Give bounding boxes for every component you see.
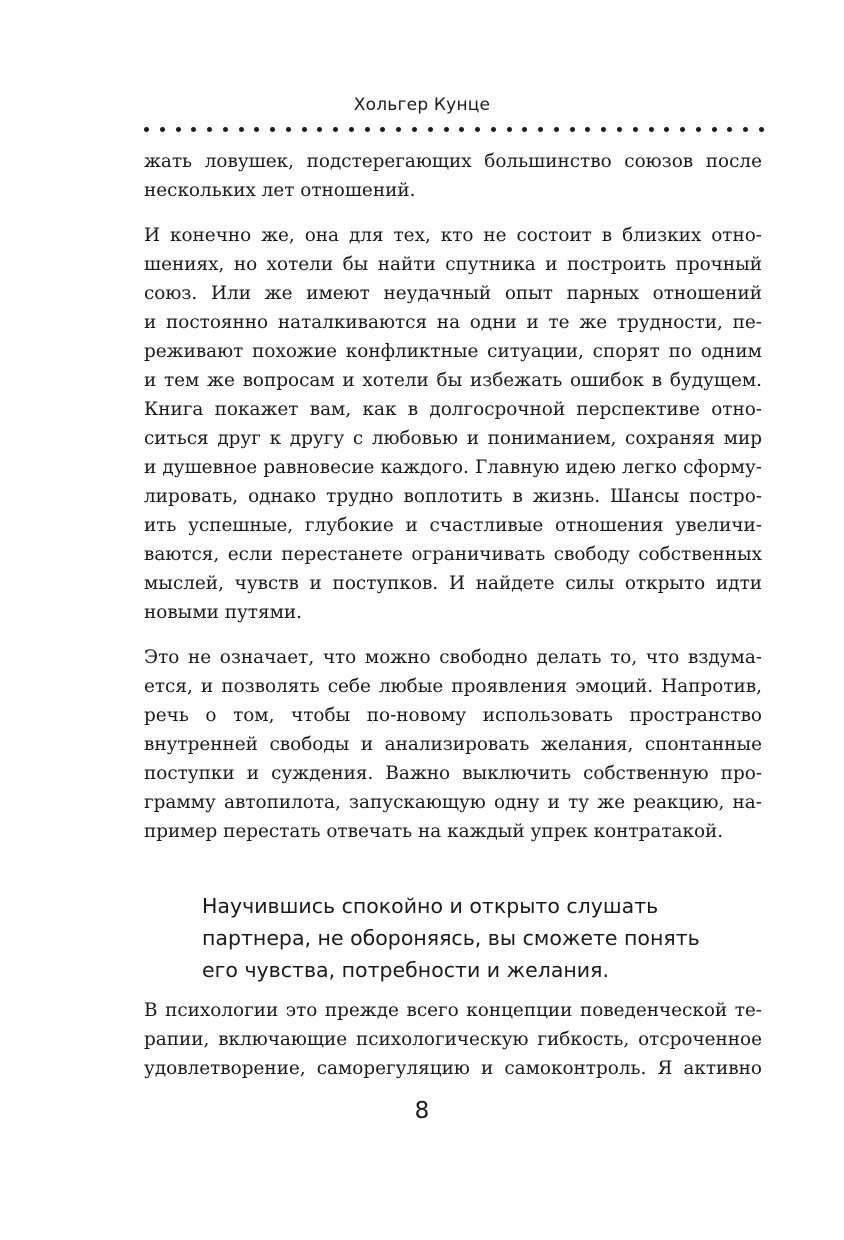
rule-dot bbox=[633, 127, 638, 132]
rule-dot bbox=[696, 127, 701, 132]
rule-dot bbox=[254, 127, 259, 132]
rule-dot bbox=[380, 127, 385, 132]
text-line: и душевное равновесие каждого. Главную идею легко сформу- bbox=[144, 457, 762, 478]
quote-line: партнера, не обороняясь, вы сможете понять bbox=[202, 926, 700, 950]
rule-dot bbox=[491, 127, 496, 132]
quote-line: его чувства, потребности и желания. bbox=[202, 958, 609, 982]
rule-dot bbox=[333, 127, 338, 132]
text-line: В психологии это прежде всего концепции поведенческой те- bbox=[144, 1000, 762, 1021]
rule-dot bbox=[554, 127, 559, 132]
closing-paragraph bbox=[144, 996, 762, 1083]
text-line: жать ловушек, подстерегающих большинство союзов после bbox=[144, 151, 762, 172]
rule-dot bbox=[585, 127, 590, 132]
rule-dot bbox=[191, 127, 196, 132]
rule-dot bbox=[365, 127, 370, 132]
text-line: ить успешные, глубокие и счастливые отношения увеличи- bbox=[144, 515, 762, 536]
rule-dot bbox=[475, 127, 480, 132]
rule-dot bbox=[412, 127, 417, 132]
rule-dot bbox=[570, 127, 575, 132]
text-line: союз. Или же имеют неудачный опыт парных отношений bbox=[144, 283, 762, 304]
rule-dot bbox=[144, 127, 149, 132]
rule-dot bbox=[428, 127, 433, 132]
text-line: и тем же вопросам и хотели бы избежать ошибок в будущем. bbox=[144, 370, 762, 391]
rule-dot bbox=[396, 127, 401, 132]
rule-dot bbox=[176, 127, 181, 132]
rule-dot bbox=[160, 127, 165, 132]
rule-dot bbox=[286, 127, 291, 132]
text-line: нескольких лет отношений. bbox=[144, 180, 416, 201]
rule-dot bbox=[712, 127, 717, 132]
rule-dot bbox=[507, 127, 512, 132]
text-line: ваются, если перестанете ограничивать свободу собственных bbox=[144, 544, 762, 565]
text-line: удовлетворение, саморегуляцию и самоконтроль. Я активно bbox=[144, 1058, 762, 1079]
dotted-rule bbox=[144, 124, 764, 134]
text-line: Это не означает, что можно свободно делать то, что вздума- bbox=[144, 647, 762, 668]
rule-dot bbox=[522, 127, 527, 132]
rule-dot bbox=[727, 127, 732, 132]
rule-dot bbox=[270, 127, 275, 132]
rule-dot bbox=[223, 127, 228, 132]
text-line: шениях, но хотели бы найти спутника и построить прочный bbox=[144, 254, 762, 275]
body-text bbox=[144, 147, 762, 846]
text-line: мыслей, чувств и поступков. И найдете силы открыто идти bbox=[144, 573, 762, 594]
rule-dot bbox=[444, 127, 449, 132]
text-line: грамму автопилота, запускающую одну и ту же реакцию, на- bbox=[144, 792, 762, 813]
rule-dot bbox=[538, 127, 543, 132]
page-number: 8 bbox=[414, 1098, 430, 1124]
text-line: и постоянно наталкиваются на одни и те же трудности, пе- bbox=[144, 312, 762, 333]
rule-dot bbox=[302, 127, 307, 132]
rule-dot bbox=[459, 127, 464, 132]
rule-dot bbox=[239, 127, 244, 132]
rule-dot bbox=[349, 127, 354, 132]
rule-dot bbox=[759, 127, 764, 132]
rule-dot bbox=[617, 127, 622, 132]
rule-dot bbox=[664, 127, 669, 132]
text-line: речь о том, чтобы по-новому использовать пространство bbox=[144, 705, 762, 726]
rule-dot bbox=[649, 127, 654, 132]
rule-dot bbox=[601, 127, 606, 132]
text-line: рапии, включающие психологическую гибкость, отсроченное bbox=[144, 1029, 762, 1050]
text-line: ситься друг к другу с любовью и пониманием, сохраняя мир bbox=[144, 428, 762, 449]
rule-dot bbox=[207, 127, 212, 132]
running-head: Хольгер Кунце bbox=[353, 95, 491, 115]
text-line: реживают похожие конфликтные ситуации, спорят по одним bbox=[144, 341, 762, 362]
text-line: И конечно же, она для тех, кто не состоит в близких отно- bbox=[144, 225, 762, 246]
text-line: Книга покажет вам, как в долгосрочной перспективе отно- bbox=[144, 399, 762, 420]
pull-quote bbox=[202, 890, 742, 986]
rule-dot bbox=[680, 127, 685, 132]
text-line: пример перестать отвечать на каждый упрек контратакой. bbox=[144, 821, 724, 842]
quote-line: Научившись спокойно и открыто слушать bbox=[202, 894, 659, 918]
rule-dot bbox=[317, 127, 322, 132]
text-line: лировать, однако трудно воплотить в жизнь. Шансы постро- bbox=[144, 486, 762, 507]
text-line: поступки и суждения. Важно выключить собственную про- bbox=[144, 763, 762, 784]
text-line: ется, и позволять себе любые проявления эмоций. Напротив, bbox=[144, 676, 762, 697]
text-line: новыми путями. bbox=[144, 602, 302, 623]
text-line: внутренней свободы и анализировать желания, спонтанные bbox=[144, 734, 762, 755]
rule-dot bbox=[743, 127, 748, 132]
